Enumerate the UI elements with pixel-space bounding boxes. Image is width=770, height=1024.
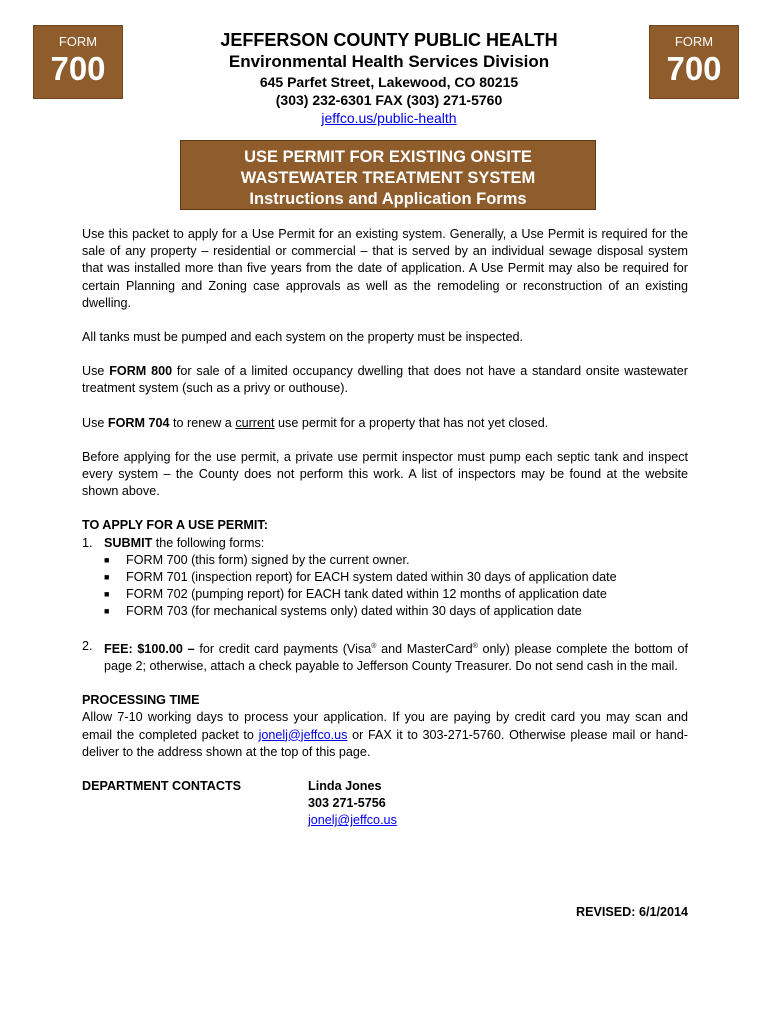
contacts-heading: DEPARTMENT CONTACTS [82,779,242,794]
list-item-text: FORM 702 (pumping report) for EACH tank dated within 12 months of application date [126,587,607,602]
tanks-paragraph: All tanks must be pumped and each system on the property must be inspected. [82,330,524,345]
text: to renew a [169,415,236,430]
text: Use [82,415,108,430]
required-forms-list [82,552,688,621]
submit-label: SUBMIT [104,535,153,550]
contact-name: Linda Jones [308,779,382,794]
form800-ref: FORM 800 [109,364,173,379]
list-item-text: FORM 703 (for mechanical systems only) dated within 30 days of application date [126,604,582,619]
division-name: Environmental Health Services Division [228,52,550,71]
form-number-badge-right [649,25,739,99]
organization-name: JEFFERSON COUNTY PUBLIC HEALTH [220,30,558,50]
registered-mark: ® [371,642,377,650]
form-label: FORM [58,34,98,49]
square-bullet-icon: ■ [104,606,110,617]
form-number-badge-left [33,25,123,99]
list-item-text: FORM 700 (this form) signed by the current owner. [126,552,410,567]
form-number: 700 [50,50,106,87]
title-line-1: USE PERMIT FOR EXISTING ONSITE [244,148,532,166]
step-number: 1. [82,535,93,550]
intro-paragraph: Use this packet to apply for a Use Permit for an existing system. Generally, a Use Permit is required for the sale of any property – residential or commercial – that is served by an individual sewage disposal system that was installed more than five years from the date of application. A Use Permit may also be required for certain Planning and Zoning case approvals as well as the remodeling or reconstruction of an existing dwelling. [82,227,688,310]
form704-ref: FORM 704 [107,415,170,430]
form-number: 700 [666,50,722,87]
text: only) please complete the bottom of page 2; otherwise, attach a check payable to Jefferson County Treasurer. Do not send cash in the mail. [104,641,689,674]
registered-mark: ® [472,642,478,650]
revised-date: REVISED: 6/1/2014 [575,905,688,919]
text: Use [82,364,110,379]
text: use permit for a property that has not yet closed. [274,415,549,430]
text: for credit card payments (Visa [194,641,372,656]
website-link[interactable]: jeffco.us/public-health [321,110,457,126]
list-item [104,586,688,603]
list-item [104,603,688,620]
phone-fax: (303) 232-6301 FAX (303) 271-5760 [275,92,503,108]
current-emphasis: current [235,415,275,430]
step-text [104,638,688,676]
department-contacts [82,778,688,830]
text: or FAX it to 303-271-5760. Otherwise please mail or hand-deliver to the address shown at the top of this page. [82,727,688,759]
square-bullet-icon: ■ [104,572,110,583]
step-text [104,535,688,552]
letterhead [150,30,628,127]
form-label: FORM [674,34,714,49]
fee-label: FEE: $100.00 – [104,641,195,656]
text: the following forms: [152,535,265,550]
title-line-2: WASTEWATER TREATMENT SYSTEM [240,169,536,187]
processing-paragraph [82,709,688,761]
square-bullet-icon: ■ [104,589,110,600]
title-line-3: Instructions and Application Forms [249,190,527,208]
text: and MasterCard [376,641,473,656]
form704-paragraph [82,415,688,432]
step-number: 2. [82,638,93,653]
step-2 [82,638,688,676]
square-bullet-icon: ■ [104,554,110,565]
address: 645 Parfet Street, Lakewood, CO 80215 [259,74,519,90]
email-link[interactable]: jonelj@jeffco.us [258,727,348,742]
processing-heading: PROCESSING TIME [82,693,200,708]
text: Allow 7-10 working days to process your application. If you are paying by credit card you may scan and email the completed packet to [82,710,688,742]
apply-heading: TO APPLY FOR A USE PERMIT: [82,518,268,533]
text: for sale of a limited occupancy dwelling that does not have a standard onsite wastewater treatment system (such as a privy or outhouse). [82,364,688,396]
list-item [104,552,688,569]
document-title-box [180,140,596,210]
contact-email-link[interactable]: jonelj@jeffco.us [308,813,397,828]
contact-phone: 303 271-5756 [308,796,386,811]
contact-details [308,778,397,830]
list-item-text: FORM 701 (inspection report) for EACH system dated within 30 days of application date [126,570,617,585]
step-1 [82,535,688,552]
document-body [82,226,688,830]
before-paragraph: Before applying for the use permit, a private use permit inspector must pump each septic tank and inspect every system – the County does not perform this work. A list of inspectors may be found at the website shown above. [82,449,688,499]
form800-paragraph [82,363,688,397]
list-item [104,569,688,586]
